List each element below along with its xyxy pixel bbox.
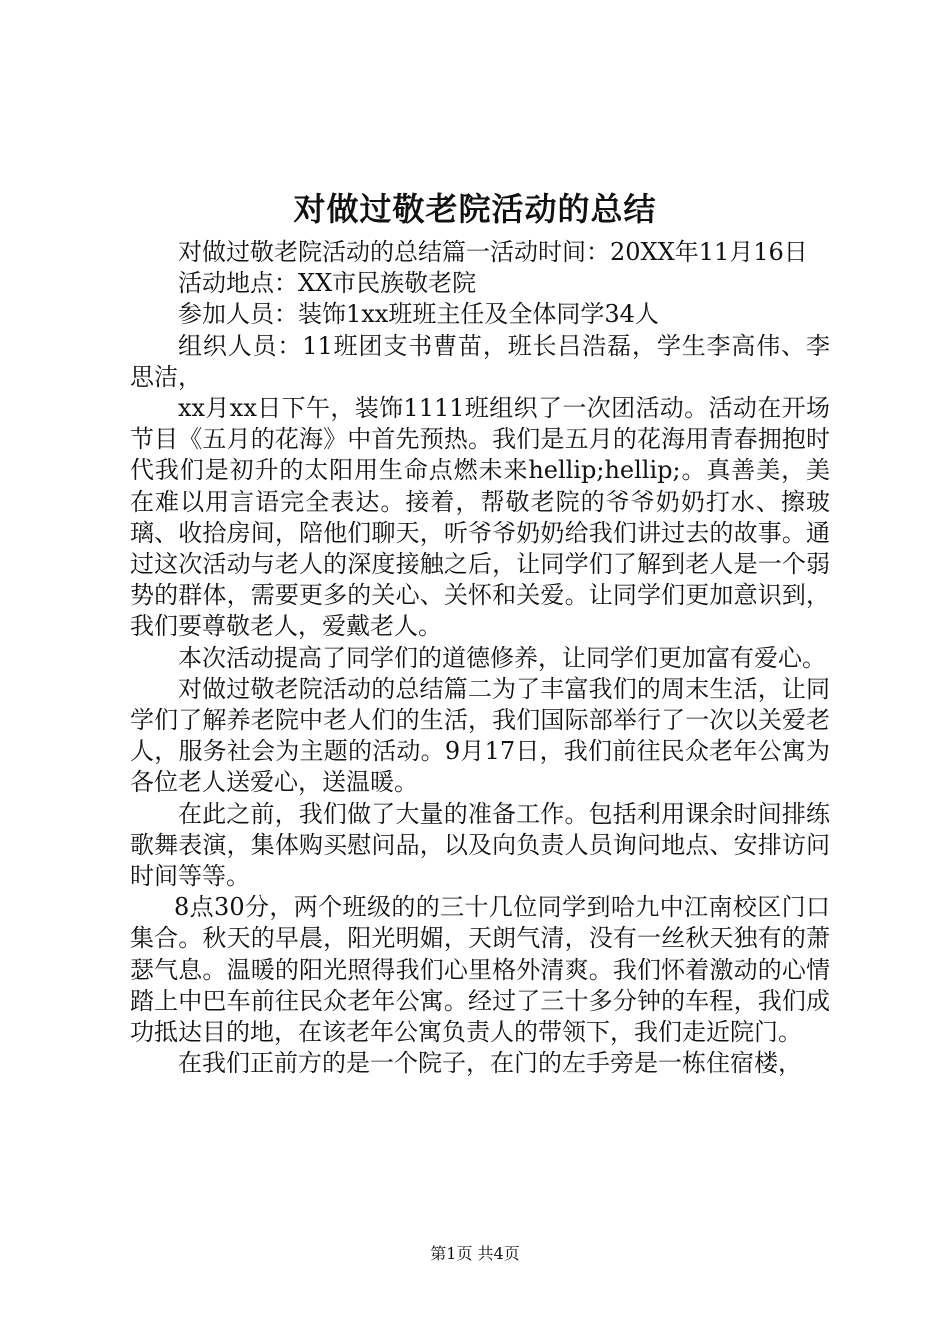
paragraph-preparation: 在此之前，我们做了大量的准备工作。包括利用课余时间排练歌舞表演，集体购买慰问品，以及向负责人员询问地点、安排访问时间等等。 (130, 799, 830, 891)
paragraph-activity-location: 活动地点：XX市民族敬老院 (178, 269, 477, 298)
paragraph-summary-two-intro: 对做过敬老院活动的总结篇二为了丰富我们的周末生活，让同学们了解养老院中老人们的生活，我们国际部举行了一次以关爱老人，服务社会为主题的活动。9月17日，我们前往民众老年公寓为各位老人送爱心，送温暖。 (130, 674, 830, 797)
paragraph-activity-outcome: 本次活动提高了同学们的道德修养，让同学们更加富有爱心。 (178, 643, 826, 672)
paragraph-activity-description: xx月xx日下午，装饰1111班组织了一次团活动。活动在开场节目《五月的花海》中首先预热。我们是五月的花海用青春拥抱时代我们是初升的太阳用生命点燃未来hellip;hellip;。真善美，美在难以用言语完全表达。接着，帮敬老院的爷爷奶奶打水、擦玻璃、收拾房间，陪他们聊天，听爷爷奶奶给我们讲过去的故事。通过这次活动与老人的深度接触之后，让同学们了解到老人是一个弱势的群体，需要更多的关心、关怀和关爱。让同学们更加意识到，我们要尊敬老人，爱戴老人。 (130, 394, 830, 641)
document-body (130, 237, 830, 1079)
paragraph-courtyard: 在我们正前方的是一个院子，在门的左手旁是一栋住宿楼， (178, 1049, 802, 1078)
paragraph-organizers: 组织人员：11班团支书曹苗，班长吕浩磊，学生李高伟、李思洁， (130, 331, 830, 391)
page-footer: 第1页 共4页 (430, 1244, 520, 1263)
paragraph-participants: 参加人员：装饰1xx班班主任及全体同学34人 (178, 300, 659, 329)
document-title: 对做过敬老院活动的总结 (293, 190, 657, 228)
paragraph-gathering: 8点30分，两个班级的的三十几位同学到哈九中江南校区门口集合。秋天的早晨，阳光明媚，天朗气清，没有一丝秋天独有的萧瑟气息。温暖的阳光照得我们心里格外清爽。我们怀着激动的心情踏上中巴车前往民众老年公寓。经过了三十多分钟的车程，我们成功抵达目的地，在该老年公寓负责人的带领下，我们走近院门。 (130, 893, 830, 1047)
paragraph-activity-time: 对做过敬老院活动的总结篇一活动时间：20XX年11月16日 (178, 238, 808, 266)
